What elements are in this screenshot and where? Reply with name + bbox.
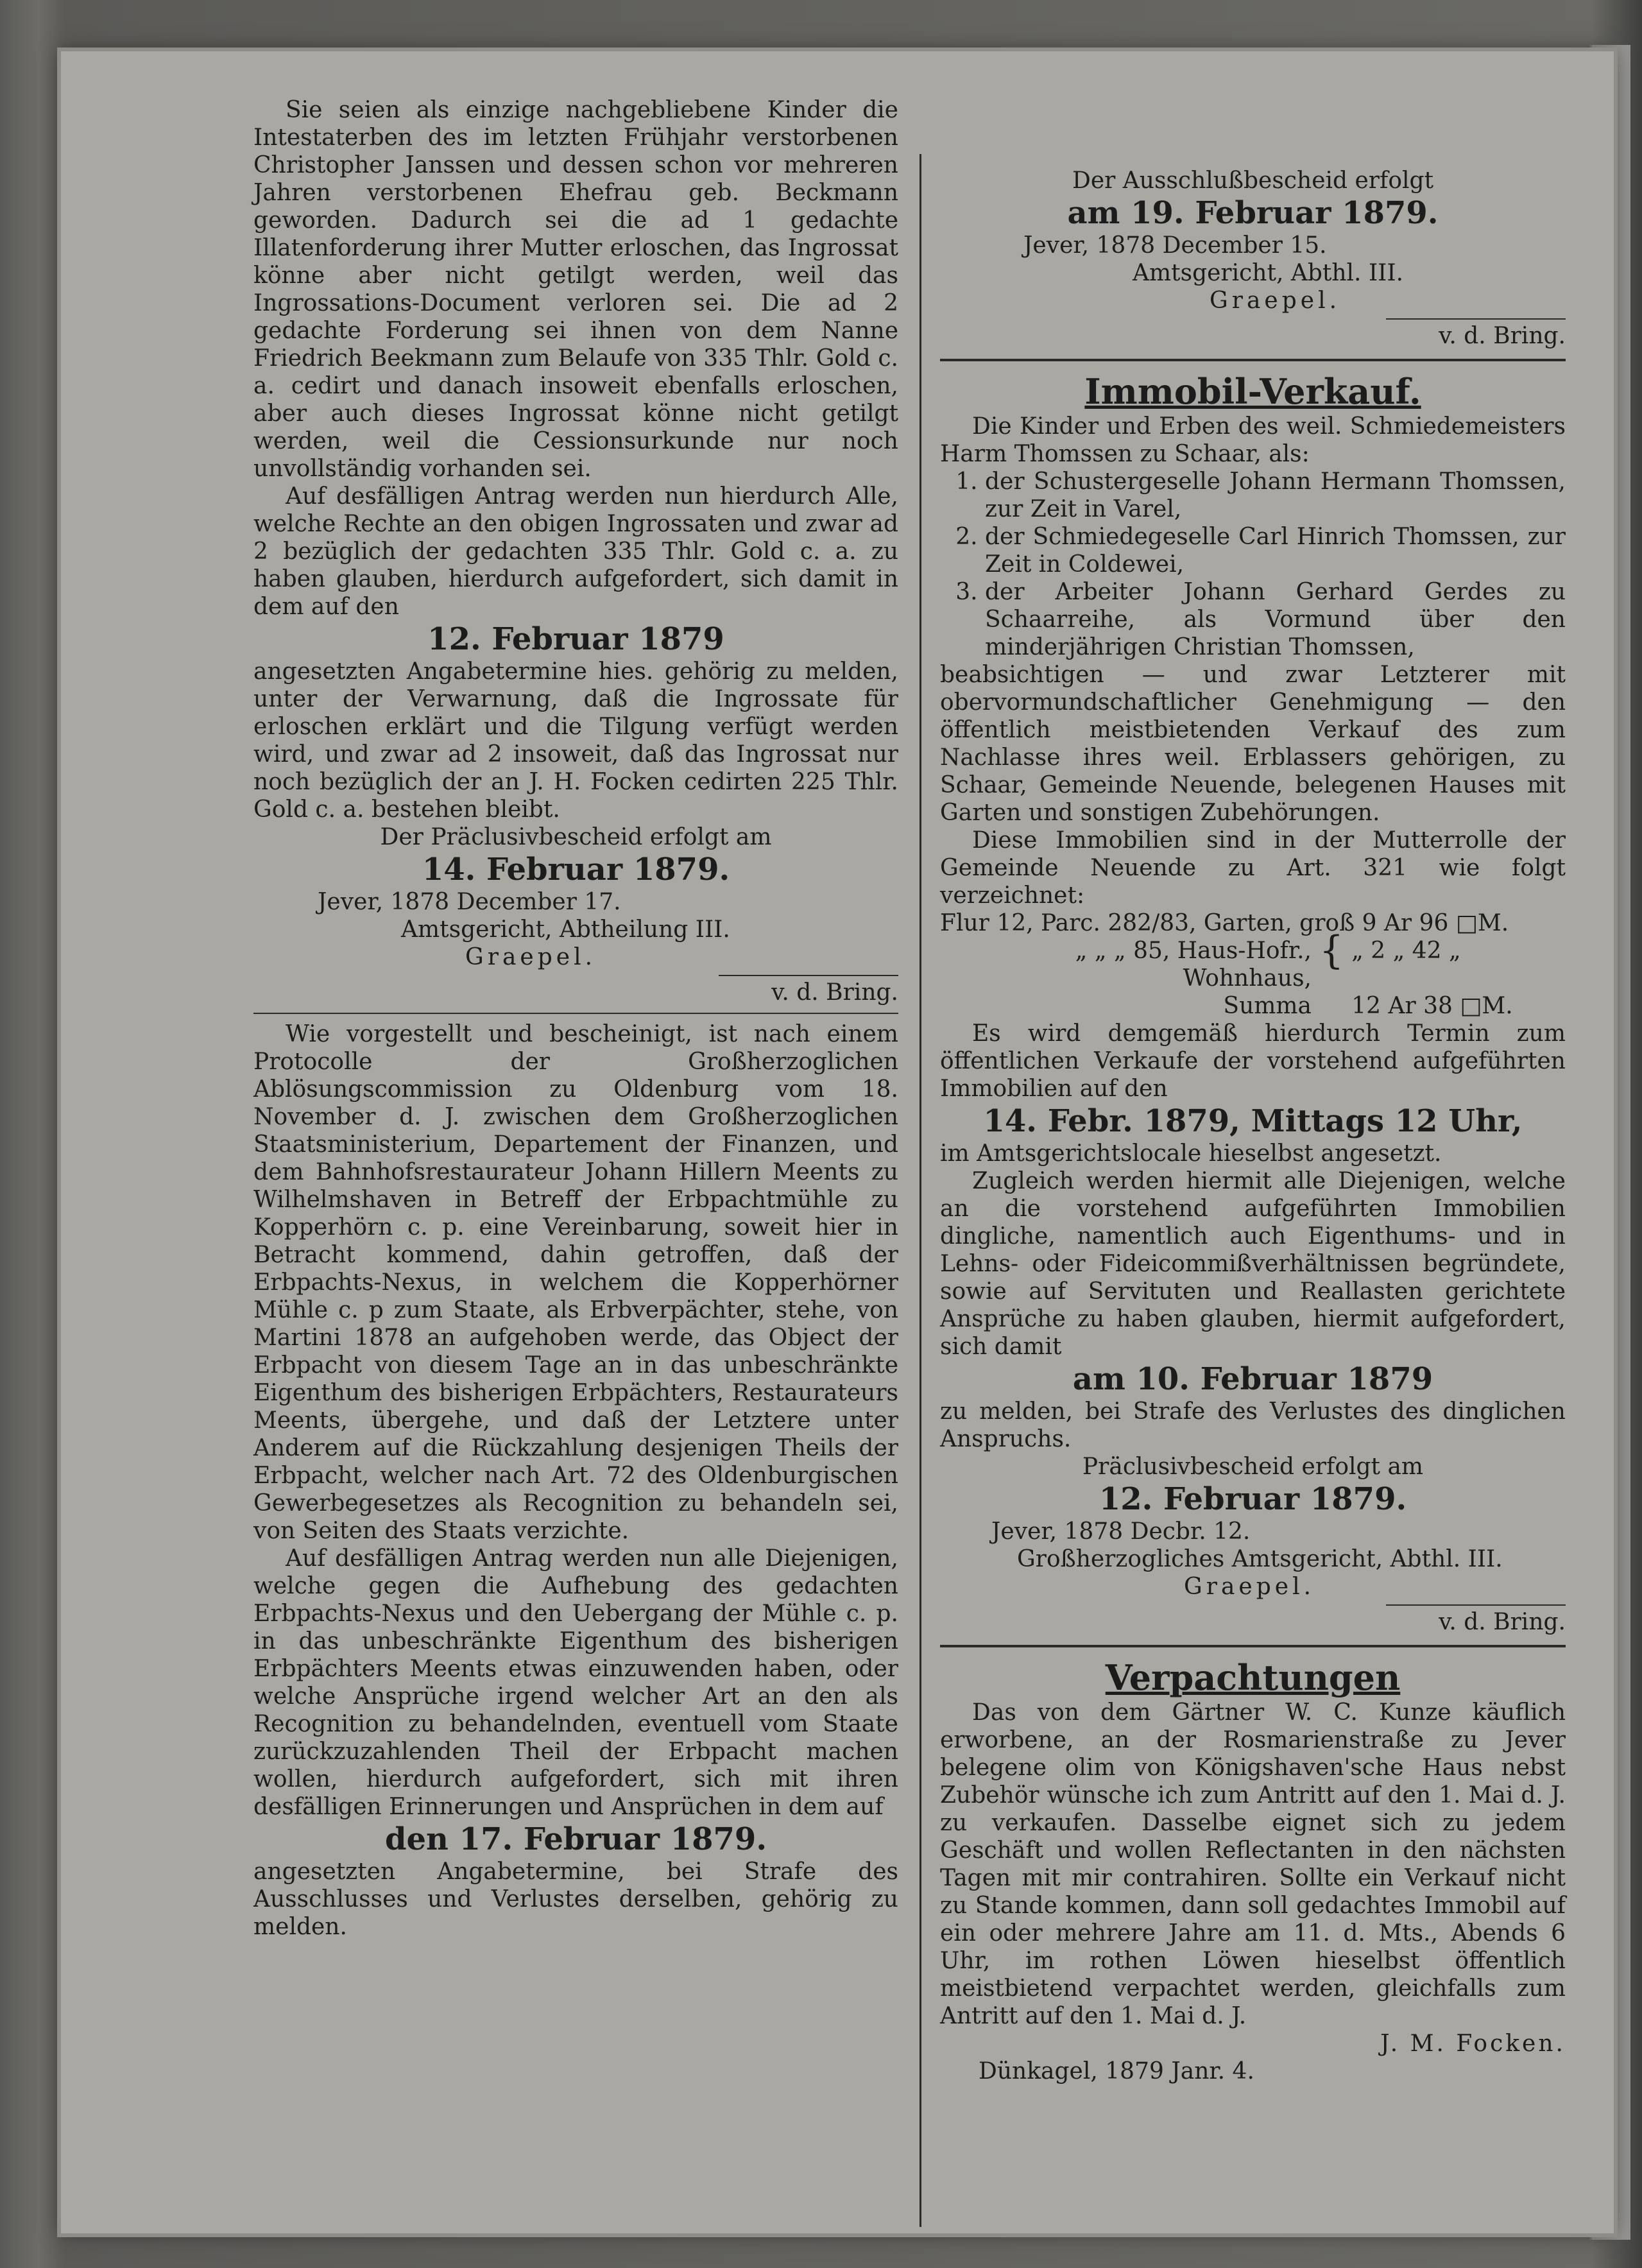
notice1-date-1: 12. Februar 1879 (427, 621, 724, 657)
notice1-clerk: v. d. Bring. (719, 975, 898, 1006)
brace-mark: { (1319, 928, 1344, 973)
sale-paragraph-7: Präclusivbescheid erfolgt am (1082, 1454, 1424, 1480)
notice1-paragraph-3: angesetzten Angabetermine hies. gehörig zu melden, unter der Verwarnung, daß die Ingrossate für erloschen erklärt und die Tilgung verfügt werden wird, und zwar ad 2 insoweit, daß das Ingrossat nur noch bezüglich der an J. H. Focken cedirten 225 Thlr. Gold c. a. bestehen bleibt. (253, 658, 898, 823)
land-table (940, 928, 1566, 1020)
sale-clerk: v. d. Bring. (1386, 1604, 1566, 1636)
left-column (253, 96, 898, 1941)
heading-immobil-verkauf: Immobil-Verkauf. (1084, 371, 1421, 412)
notice2-paragraph-2: Auf desfälligen Antrag werden nun alle Diejenigen, welche gegen die Aufhebung des gedachten Erbpachts-Nexus und den Uebergang der Mühle c. p. in das unbeschränkte Eigenthum des bisherigen Erbpächters Meents etwas einzuwenden haben, oder welche Ansprüche irgend welcher Art an den als Recognition zu behandelnden, eventuell vom Staate zurückzuzahlenden Theil der Erbpacht machen wollen, hierdurch aufgefordert, sich mit ihren desfälligen Erinnerungen und Ansprüchen in dem auf (253, 1545, 898, 1820)
notice1-paragraph-2: Auf desfälligen Antrag werden nun hierdurch Alle, welche Rechte an den obigen Ingrossaten und zwar ad 2 bezüglich der gedachten 335 Thlr. Gold c. a. zu haben glauben, hierdurch aufgefordert, sich damit in dem auf den (253, 483, 898, 620)
sale-paragraph-4: im Amtsgerichtslocale hieselbst angesetzt. (940, 1140, 1442, 1167)
sale-place: Jever, 1878 Decbr. 12. (991, 1518, 1251, 1545)
sale-date: 14. Febr. 1879, Mittags 12 Uhr, (983, 1103, 1523, 1139)
lease-signature: J. M. Focken. (1380, 2031, 1566, 2057)
sale-intro: Die Kinder und Erben des weil. Schmiedemeisters Harm Thomssen zu Schaar, als: (940, 413, 1566, 467)
land-row-2-label: „ „ „ 85, Haus-Hofr., Wohnhaus, (1075, 938, 1312, 992)
heir-item: 3. der Arbeiter Johann Gerhard Gerdes zu Schaarreihe, als Vormund über den minderjährigen Christian Thomssen, (985, 578, 1566, 661)
notice3-text: Der Ausschlußbescheid erfolgt (1072, 168, 1434, 194)
heirs-list (940, 468, 1566, 661)
heir-item: 2. der Schmiedegeselle Carl Hinrich Thomssen, zur Zeit in Coldewei, (985, 523, 1566, 578)
sale-preclusion-date: 12. Februar 1879. (1099, 1481, 1407, 1517)
sale-court: Großherzogliches Amtsgericht, Abthl. III. (1017, 1546, 1503, 1572)
notice2-paragraph-3: angesetzten Angabetermine, bei Strafe des Ausschlusses und Verlustes derselben, gehörig zu melden. (253, 1859, 898, 1940)
sale-paragraph-5: Zugleich werden hiermit alle Diejenigen, welche an die vorstehend aufgeführten Immobilien dingliche, namentlich auch Eigenthums- und in Lehns- oder Fideicommißverhältnissen begründete, sowie auf Servituten und Reallasten gerichtete Ansprüche zu haben glauben, hiermit aufgefordert, sich damit (940, 1168, 1566, 1360)
section-rule-1 (940, 359, 1566, 361)
notice1-court: Amtsgericht, Abtheilung III. (401, 916, 730, 943)
heir-item: 1. der Schustergeselle Johann Hermann Thomssen, zur Zeit in Varel, (985, 468, 1566, 523)
land-sum-label: Summa (1223, 993, 1312, 1019)
notice2-paragraph-1: Wie vorgestellt und bescheinigt, ist nach einem Protocolle der Großherzoglichen Ablösungscommission zu Oldenburg vom 18. November d. J. zwischen dem Großherzoglichen Staatsministerium, Departement der Finanzen, und dem Bahnhofsrestaurateur Johann Hillern Meents zu Wilhelmshaven in Betreff der Erbpachtmühle zu Kopperhörn c. p. eine Vereinbarung, soweit hier in Betracht kommend, dahin getroffen, daß der Erbpachts-Nexus, in welchem die Kopperhörner Mühle c. p zum Staate, als Erbverpächter, stehe, von Martini 1878 an aufgehoben werde, das Object der Erbpacht von diesem Tage an in das unbeschränkte Eigenthum des bisherigen Erbpächters, Restaurateurs Meents, übergehe, und daß der Letztere unter Anderem auf die Rückzahlung desjenigen Theils der Erbpacht, welcher nach Art. 72 des Oldenburgischen Gewerbegesetzes als Recognition zu behandeln sei, von Seiten des Staats verzichte. (253, 1021, 898, 1544)
lease-paragraph: Das von dem Gärtner W. C. Kunze käuflich erworbene, an der Rosmarienstraße zu Jever belegene olim von Königshaven'sche Haus nebst Zubehör wünsche ich zum Antritt auf den 1. Mai d. J. zu verkaufen. Dasselbe eignet sich zu jedem Geschäft und wollen Reflectanten in den nächsten Tagen mit mir contrahiren. Sollte ein Verkauf nicht zu Stande kommen, dann soll gedachtes Immobil auf ein oder mehrere Jahre am 11. d. Mts., Abends 6 Uhr, im rothen Löwen hieselbst öffentlich meistbietend verpachtet werden, gleichfalls zum Antritt auf den 1. Mai d. J. (940, 1699, 1566, 2029)
column-divider (919, 154, 921, 2227)
right-column (940, 167, 1566, 2085)
sale-paragraph-1: beabsichtigen — und zwar Letzterer mit obervormundschaftlicher Genehmigung — den öffentlich meistbietenden Verkauf des zum Nachlasse ihres weil. Erblassers gehörigen, zu Schaar, Gemeinde Neuende, belegenen Hauses mit Garten und sonstigen Zubehörungen. (940, 662, 1566, 826)
section-rule-2 (940, 1645, 1566, 1647)
notice3-place: Jever, 1878 December 15. (1023, 232, 1327, 259)
notice3-date: am 19. Februar 1879. (1067, 195, 1439, 231)
sale-paragraph-6: zu melden, bei Strafe des Verlustes des dinglichen Anspruchs. (940, 1398, 1566, 1452)
notice-separator (253, 1013, 898, 1014)
sale-judge: Graepel. (1184, 1574, 1315, 1600)
sale-claim-date: am 10. Februar 1879 (1072, 1361, 1433, 1397)
heading-verpachtungen: Verpachtungen (1105, 1657, 1401, 1698)
notice1-judge: Graepel. (465, 944, 597, 970)
notice1-paragraph-4: Der Präclusivbescheid erfolgt am (380, 824, 772, 850)
notice1-place: Jever, 1878 December 17. (318, 889, 621, 915)
notice1-paragraph-1: Sie seien als einzige nachgebliebene Kinder die Intestaterben des im letzten Frühjahr verstorbenen Christopher Janssen und dessen schon vor mehreren Jahren verstorbenen Ehefrau geb. Beckmann geworden. Dadurch sei die ad 1 gedachte Illatenforderung ihrer Mutter erloschen, das Ingrossat könne aber nicht getilgt werden, weil das Ingrossations-Document verloren sei. Die ad 2 gedachte Forderung sei ihnen von dem Nanne Friedrich Beekmann zum Belaufe von 335 Thlr. Gold c. a. cedirt und danach insoweit ebenfalls erloschen, aber auch dieses Ingrossat könne nicht getilgt werden, weil die Cessionsurkunde nur noch unvollständig vorhanden sei. (253, 97, 898, 482)
land-sum-value: 12 Ar 38 □M. (1351, 993, 1513, 1019)
land-row-1: Flur 12, Parc. 282/83, Garten, groß 9 Ar 96 □M. (940, 910, 1509, 936)
lease-place: Dünkagel, 1879 Janr. 4. (979, 2058, 1254, 2084)
notice1-date-2: 14. Februar 1879. (422, 852, 730, 888)
sale-paragraph-3: Es wird demgemäß hierdurch Termin zum öffentlichen Verkaufe der vorstehend aufgeführten Immobilien auf den (940, 1020, 1566, 1102)
notice3-court: Amtsgericht, Abthl. III. (1133, 260, 1404, 286)
notice3-judge: Graepel. (1210, 288, 1341, 314)
land-row-2-value: „ 2 „ 42 „ (1351, 938, 1461, 964)
notice3-clerk: v. d. Bring. (1386, 318, 1566, 350)
sale-paragraph-2: Diese Immobilien sind in der Mutterrolle der Gemeinde Neuende zu Art. 321 wie folgt verzeichnet: (940, 827, 1566, 909)
notice2-date: den 17. Februar 1879. (384, 1821, 767, 1857)
